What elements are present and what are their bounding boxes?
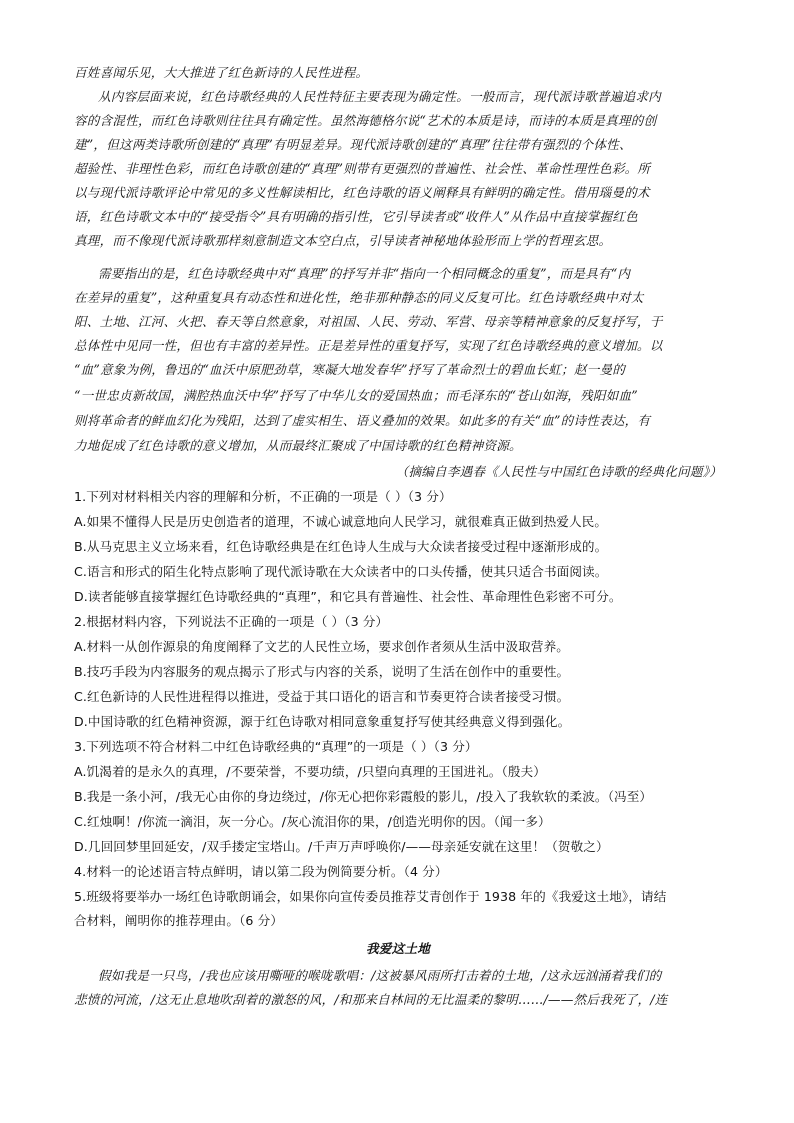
paragraph-line: 语，红色诗歌文本中的“接受指令”具有明确的指引性，它引导读者或“收件人”从作品中直接掌握红色 [74,209,638,224]
paragraph-line: 以与现代派诗歌评论中常见的多义性解读相比，红色诗歌的语义阐释具有鲜明的确定性。借用瑙曼的术 [74,185,650,200]
paragraph-line: 在差异的重复”，这种重复具有动态性和进化性，绝非那种静态的同义反复可比。红色诗歌经典中对太 [74,290,644,305]
paragraph-line: 力地促成了红色诗歌的意义增加，从而最终汇聚成了中国诗歌的红色精神资源。 [74,438,522,453]
question-option: C.红色新诗的人民性进程得以推进，受益于其口语化的语言和节奏更符合读者接受习惯。 [74,689,570,704]
paragraph-line: 建”，但这两类诗歌所创建的“真理”有明显差异。现代派诗歌创建的“真理”往往带有强烈的个体性、 [74,137,632,152]
question-option: D.几回回梦里回延安，/双手搂定宝塔山。/千声万声呼唤你/——母亲延安就在这里！（贺敬之） [74,839,609,854]
question-stem: 3.下列选项不符合材料二中红色诗歌经典的“真理”的一项是（ ）（3 分） [74,739,478,754]
question-stem: 4.材料一的论述语言特点鲜明，请以第二段为例简要分析。（4 分） [74,864,448,879]
paragraph-line: 总体性中见同一性，但也有丰富的差异性。正是差异性的重复抒写，实现了红色诗歌经典的意义增加。以 [74,338,663,353]
question-stem: 2.根据材料内容，下列说法不正确的一项是（ ）（3 分） [74,614,389,629]
question-stem: 1.下列对材料相关内容的理解和分析，不正确的一项是（ ）（3 分） [74,489,452,504]
question-stem: 合材料，阐明你的推荐理由。（6 分） [74,913,284,928]
paragraph-line: 需要指出的是，红色诗歌经典中对“真理”的抒写并非“指向一个相同概念的重复”，而是具有“内 [98,266,631,281]
source-citation: （摘编自李遇春《人民性与中国红色诗歌的经典化问题》） [395,464,722,479]
poem-title: 我爱这土地 [366,941,430,956]
paragraph-line: 真理，而不像现代派诗歌那样刻意制造文本空白点，引导读者神秘地体验形而上学的哲理玄思。 [74,233,612,248]
question-option: B.我是一条小河，/我无心由你的身边绕过，/你无心把你彩霞般的影儿，/投入了我软软的柔波。（冯至） [74,789,653,804]
paragraph-line: 超验性、非理性色彩，而红色诗歌创建的“真理”则带有更强烈的普遍性、社会性、革命性理性色彩。所 [74,161,651,176]
question-option: B.从马克思主义立场来看，红色诗歌经典是在红色诗人生成与大众读者接受过程中逐渐形成的。 [74,539,608,554]
paragraph-line: 容的含混性，而红色诗歌则往往具有确定性。虽然海德格尔说“艺术的本质是诗，而诗的本质是真理的创 [74,113,657,128]
paragraph-line: 从内容层面来说，红色诗歌经典的人民性特征主要表现为确定性。一般而言，现代派诗歌普遍追求内 [98,89,661,104]
question-option: D.中国诗歌的红色精神资源，源于红色诗歌对相同意象重复抒写使其经典意义得到强化。 [74,714,571,729]
question-option: A.如果不懂得人民是历史创造者的道理，不诚心诚意地向人民学习，就很难真正做到热爱人民。 [74,514,608,529]
paragraph-line: “血”意象为例，鲁迅的“血沃中原肥劲草，寒凝大地发春华”抒写了革命烈士的碧血长虹；赵一曼的 [74,362,626,377]
question-option: A.材料一从创作源泉的角度阐释了文艺的人民性立场，要求创作者须从生活中汲取营养。 [74,639,569,654]
poem-line: 假如我是一只鸟，/我也应该用嘶哑的喉咙歌唱：/这被暴风雨所打击着的土地，/这永远汹涌着我们的 [98,968,662,983]
paragraph-line: 则将革命者的鲜血幻化为残阳，达到了虚实相生、语义叠加的效果。如此多的有关“血”的诗性表达，有 [74,413,651,428]
question-option: B.技巧手段为内容服务的观点揭示了形式与内容的关系，说明了生活在创作中的重要性。 [74,664,570,679]
paragraph-line: 阳、土地、江河、火把、春天等自然意象，对祖国、人民、劳动、军营、母亲等精神意象的反复抒写，于 [74,314,663,329]
poem-line: 悲愤的河流，/这无止息地吹刮着的激怒的风，/和那来自林间的无比温柔的黎明……/——然后我死了，/连 [74,992,668,1007]
paragraph-line: “一世忠贞新故国，满腔热血沃中华”抒写了中华儿女的爱国热血；而毛泽东的“苍山如海，残阳如血” [74,388,638,403]
paragraph-line: 百姓喜闻乐见，大大推进了红色新诗的人民性进程。 [74,65,369,80]
question-option: A.饥渴着的是永久的真理，/不要荣誉，不要功绩，/只望向真理的王国进礼。（殷夫） [74,764,546,779]
question-option: D.读者能够直接掌握红色诗歌经典的“真理”，和它具有普遍性、社会性、革命理性色彩密不可分。 [74,589,622,604]
question-option: C.红烛啊！/你流一滴泪，灰一分心。/灰心流泪你的果，/创造光明你的因。（闻一多） [74,814,551,829]
question-option: C.语言和形式的陌生化特点影响了现代派诗歌在大众读者中的口头传播，使其只适合书面阅读。 [74,564,608,579]
question-stem: 5.班级将要举办一场红色诗歌朗诵会，如果你向宣传委员推荐艾青创作于 1938 年的《我爱这土地》，请结 [74,889,667,904]
